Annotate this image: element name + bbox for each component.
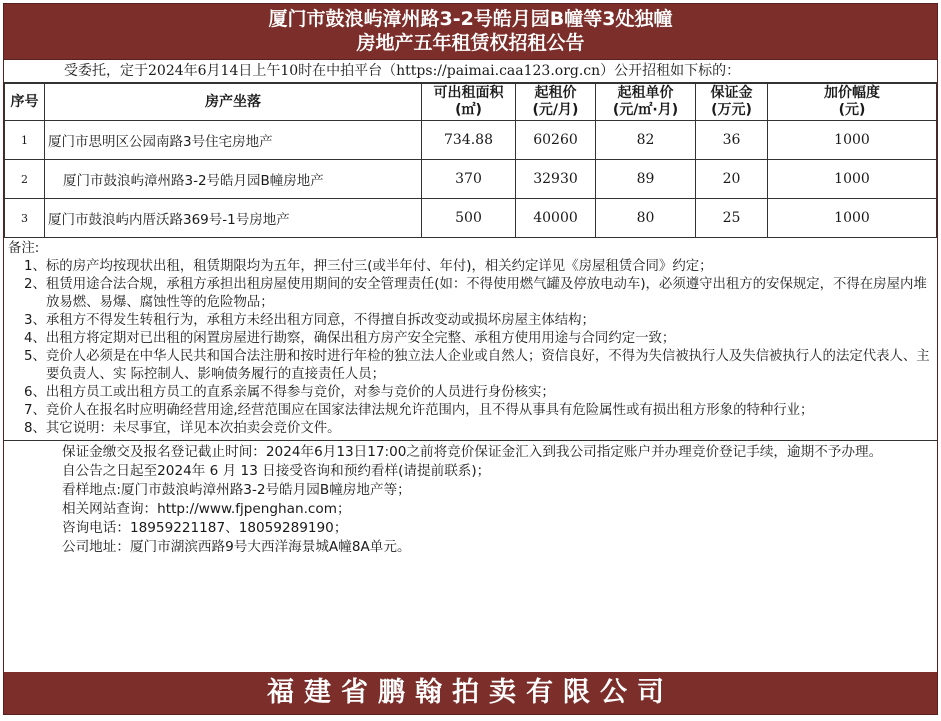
- cell-seq: 2: [5, 160, 45, 199]
- cell-rent: 60260: [516, 121, 596, 160]
- cell-address: 厦门市鼓浪屿漳州路3-2号皓月园B幢房地产: [45, 160, 422, 199]
- cell-rent: 40000: [516, 199, 596, 238]
- website-text[interactable]: 相关网站查询：http://www.fjpenghan.com；: [62, 501, 351, 517]
- notes-section: [4, 238, 937, 441]
- title-line-2: 房地产五年租赁权招租公告: [356, 32, 585, 54]
- note-item: 7、竞价人在报名时应明确经营用途,经营范围应在国家法律法规允许范围内，且不得从事具有危险属性或有损出租方形象的特种行业；: [24, 403, 814, 418]
- table-header-row: [5, 84, 937, 121]
- note-item: 2、租赁用途合法合规，承租方承担出租房屋使用期间的安全管理责任(如：不得使用燃气罐及停放电动车)，必须遵守出租方的安保规定，不得在房屋内堆放易燃、易爆、腐蚀性等的危险物品；: [24, 277, 927, 310]
- deadline-text: 保证金缴交及报名登记截止时间：2024年6月13日17:00之前将竞价保证金汇入到我公司指定账户并办理竞价登记手续，逾期不予办理。: [62, 444, 883, 460]
- property-table: [4, 83, 937, 238]
- cell-unit-price: 82: [596, 121, 696, 160]
- header-unit-price: 起租单价 (元/㎡·月): [596, 84, 696, 121]
- cell-increment: 1000: [768, 160, 937, 199]
- note-item: 8、其它说明：未尽事宜，详见本次拍卖会竞价文件。: [24, 421, 341, 436]
- note-item: 1、标的房产均按现状出租，租赁期限均为五年，押三付三(或半年付、年付)，相关约定详见《房屋租赁合同》约定；: [24, 259, 713, 274]
- header-address: 房产坐落: [45, 84, 422, 121]
- note-item: 3、承租方不得发生转租行为，承租方未经出租方同意，不得擅自拆改变动或损坏房屋主体结构；: [24, 313, 595, 328]
- cell-unit-price: 89: [596, 160, 696, 199]
- header-rent: 起租价 (元/月): [516, 84, 596, 121]
- consult-text: 自公告之日起至2024年 6 月 13 日接受咨询和预约看样(请提前联系)；: [62, 463, 491, 479]
- note-item: 4、出租方将定期对已出租的闲置房屋进行勘察，确保出租方房产安全完整、承租方使用用途与合同约定一致；: [24, 331, 676, 346]
- header-seq: 序号: [5, 84, 45, 121]
- cell-deposit: 20: [696, 160, 768, 199]
- intro-text: 受委托，定于2024年6月14日上午10时在中拍平台（https://paimai.caa123.org.cn）公开招租如下标的：: [4, 60, 937, 83]
- title-banner: [4, 4, 937, 60]
- note-item: 6、出租方员工或出租方员工的直系亲属不得参与竞价，对参与竞价的人员进行身份核实；: [24, 385, 555, 400]
- cell-increment: 1000: [768, 199, 937, 238]
- announcement-sheet: [3, 3, 938, 715]
- cell-increment: 1000: [768, 121, 937, 160]
- title-line-1: 厦门市鼓浪屿漳州路3-2号皓月园B幢等3处独幢: [268, 8, 673, 30]
- cell-area: 370: [422, 160, 516, 199]
- cell-area: 734.88: [422, 121, 516, 160]
- header-deposit: 保证金 (万元): [696, 84, 768, 121]
- phone-text: 咨询电话：18959221187、18059289190；: [62, 520, 348, 536]
- notes-heading: 备注:: [8, 241, 40, 256]
- cell-deposit: 36: [696, 121, 768, 160]
- cell-address: 厦门市鼓浪屿内厝沃路369号-1号房地产: [45, 199, 422, 238]
- table-row: [5, 199, 937, 238]
- viewing-text: 看样地点:厦门市鼓浪屿漳州路3-2号皓月园B幢房地产等；: [62, 482, 411, 498]
- cell-area: 500: [422, 199, 516, 238]
- cell-seq: 3: [5, 199, 45, 238]
- header-area: 可出租面积 (㎡): [422, 84, 516, 121]
- cell-seq: 1: [5, 121, 45, 160]
- cell-address: 厦门市思明区公园南路3号住宅房地产: [45, 121, 422, 160]
- cell-rent: 32930: [516, 160, 596, 199]
- table-row: [5, 160, 937, 199]
- cell-unit-price: 80: [596, 199, 696, 238]
- header-increment: 加价幅度 (元): [768, 84, 937, 121]
- table-row: [5, 121, 937, 160]
- note-item: 5、竞价人必须是在中华人民共和国合法注册和按时进行年检的独立法人企业或自然人；资信良好，不得为失信被执行人及失信被执行人的法定代表人、主要负责人、实 际控制人、影响债务履行的直接责任人员；: [24, 349, 930, 382]
- company-banner: 福建省鹏翰拍卖有限公司: [4, 672, 937, 714]
- registration-info: [4, 441, 937, 557]
- cell-deposit: 25: [696, 199, 768, 238]
- address-text: 公司地址：厦门市湖滨西路9号大西洋海景城A幢8A单元。: [62, 539, 411, 555]
